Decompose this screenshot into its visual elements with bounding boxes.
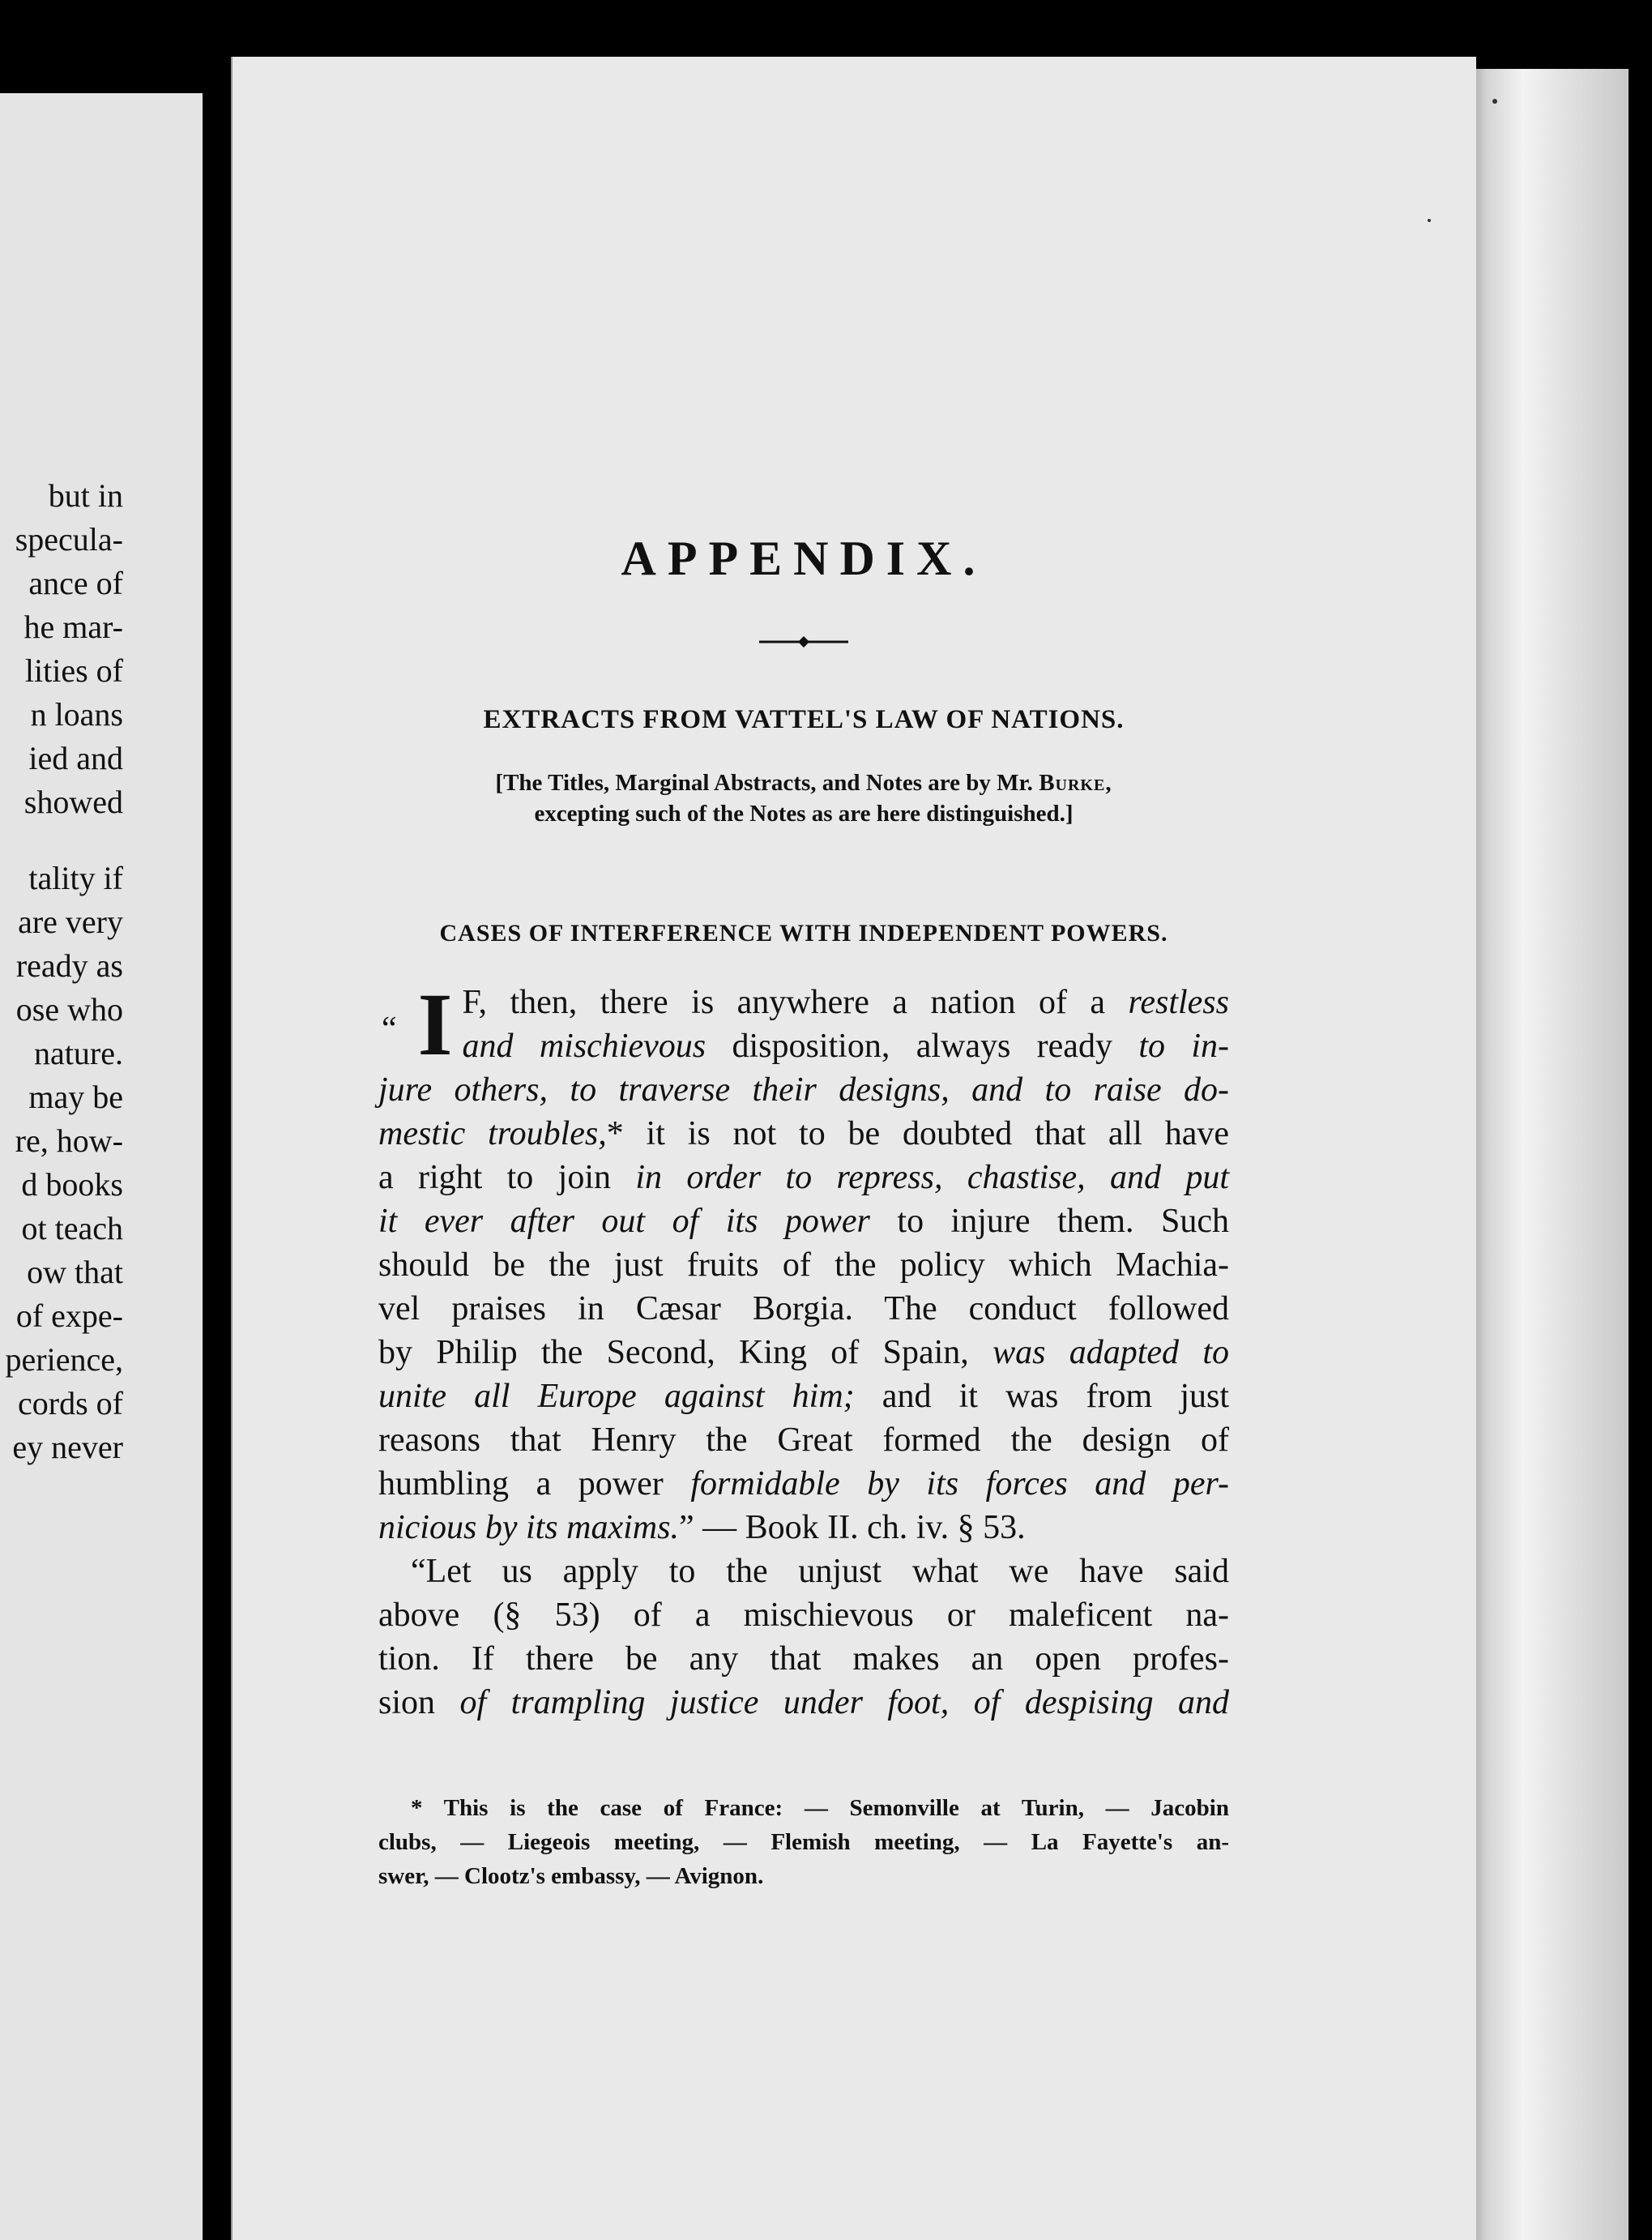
text-span: to injure them. Such <box>869 1203 1229 1240</box>
left-page-line: are very <box>18 904 123 940</box>
text-line: “Let us apply to the unjust what we have said <box>411 1553 1229 1590</box>
left-page-line: re, how- <box>15 1122 123 1159</box>
left-page-line: ose who <box>15 991 123 1028</box>
italic-span: to in- <box>1138 1028 1229 1065</box>
left-page-line: ied and <box>28 740 123 776</box>
scan-speck <box>1492 99 1497 104</box>
italic-span: jure others, to traverse their designs, and to raise do- <box>378 1071 1229 1109</box>
left-page-text <box>6 474 123 1469</box>
text-line: above (§ 53) of a mischievous or maleficent na- <box>378 1597 1229 1634</box>
left-page-line: may be <box>28 1079 123 1115</box>
editorial-note-line-2: excepting such of the Notes as are here distinguished.] <box>534 801 1074 827</box>
italic-span: nicious by its maxims. <box>378 1509 679 1546</box>
paragraph-2 <box>378 1550 1229 1725</box>
page-title: APPENDIX. <box>621 532 987 585</box>
italic-span: formidable by its forces and per- <box>690 1465 1229 1503</box>
italic-span: restless <box>1128 984 1229 1021</box>
italic-span: and mischievous <box>462 1028 706 1065</box>
text-line: tion. If there be any that makes an open profes- <box>378 1640 1229 1678</box>
text-span: and it was from just <box>854 1378 1229 1415</box>
left-page-line: of expe- <box>15 1297 123 1334</box>
text-span: humbling a power <box>378 1465 691 1503</box>
italic-span: in order to repress, chastise, and put <box>635 1159 1229 1196</box>
left-page <box>0 93 203 2240</box>
text-line <box>378 1112 1229 1156</box>
left-page-line: ready as <box>15 947 123 984</box>
left-page-line: he mar- <box>23 609 123 645</box>
left-page-line: but in <box>48 477 123 514</box>
subheading: EXTRACTS FROM VATTEL'S LAW OF NATIONS. <box>483 705 1125 734</box>
left-page-line: showed <box>23 784 123 820</box>
main-text <box>378 975 1229 1725</box>
left-page-line: tality if <box>28 860 123 896</box>
left-page-line: ot teach <box>21 1210 123 1246</box>
left-page-line: cords of <box>18 1385 123 1421</box>
text-span: disposition, always ready <box>706 1028 1139 1065</box>
footnote <box>378 1791 1229 1893</box>
text-line: reasons that Henry the Great formed the design of <box>378 1421 1229 1459</box>
left-page-line: perience, <box>5 1341 123 1378</box>
text-line <box>378 1681 1229 1725</box>
text-span: * it is not to be doubted that all have <box>606 1115 1229 1152</box>
text-line <box>378 1331 1229 1374</box>
left-page-line: nature. <box>34 1035 123 1071</box>
text-line <box>378 1199 1229 1243</box>
left-page-line: lities of <box>24 652 123 689</box>
text-line <box>378 1156 1229 1199</box>
text-line: vel praises in Cæsar Borgia. The conduct followed <box>378 1290 1229 1327</box>
text-line <box>378 981 1229 1024</box>
page-edge-shadow <box>1466 69 1629 2240</box>
text-line <box>378 1462 1229 1506</box>
text-span: by Philip the Second, King of Spain, <box>378 1334 993 1371</box>
text-span: ” — Book II. ch. iv. § 53. <box>678 1509 1026 1546</box>
text-line <box>378 1068 1229 1112</box>
text-span: sion <box>378 1684 460 1721</box>
text-line <box>378 1374 1229 1418</box>
left-page-line <box>6 824 123 857</box>
drop-cap <box>382 975 453 1074</box>
left-page-line: d books <box>21 1166 123 1203</box>
ornament-rule <box>759 636 848 648</box>
right-page <box>231 57 1476 2240</box>
text-line: should be the just fruits of the policy which Machia- <box>378 1246 1229 1284</box>
editorial-note-line-1 <box>378 770 1229 797</box>
section-title: CASES OF INTERFERENCE WITH INDEPENDENT POWERS. <box>439 920 1168 947</box>
footnote-line: * This is the case of France: — Semonville at Turin, — Jacobin <box>411 1795 1229 1821</box>
footnote-line: swer, — Clootz's embassy, — Avignon. <box>378 1863 764 1889</box>
italic-span: of trampling justice under foot, of despising and <box>459 1684 1229 1721</box>
paragraph-1 <box>378 975 1229 1550</box>
editorial-note-name: Burke, <box>1039 770 1112 796</box>
italic-span: mestic troubles, <box>378 1115 607 1152</box>
italic-span: it ever after out of its power <box>378 1203 870 1240</box>
drop-cap-letter: I <box>417 975 453 1074</box>
italic-span: was adapted to <box>992 1334 1229 1371</box>
italic-span: unite all Europe against him; <box>378 1378 855 1415</box>
text-span: a right to join <box>378 1159 636 1196</box>
left-page-line: ey never <box>12 1429 123 1465</box>
text-line <box>378 1506 1229 1550</box>
left-page-line: n loans <box>30 696 123 733</box>
editorial-note-text: [The Titles, Marginal Abstracts, and Notes are by Mr. <box>495 770 1039 796</box>
text-span: F, then, there is anywhere a nation of a <box>462 984 1129 1021</box>
left-page-line: specula- <box>15 521 123 558</box>
footnote-line: clubs, — Liegeois meeting, — Flemish meeting, — La Fayette's an- <box>378 1829 1229 1855</box>
left-page-line: ow that <box>27 1254 123 1290</box>
text-line <box>378 1024 1229 1068</box>
left-page-line: ance of <box>28 565 123 601</box>
open-quote: “ <box>382 1011 397 1048</box>
scan-speck <box>1428 219 1431 222</box>
